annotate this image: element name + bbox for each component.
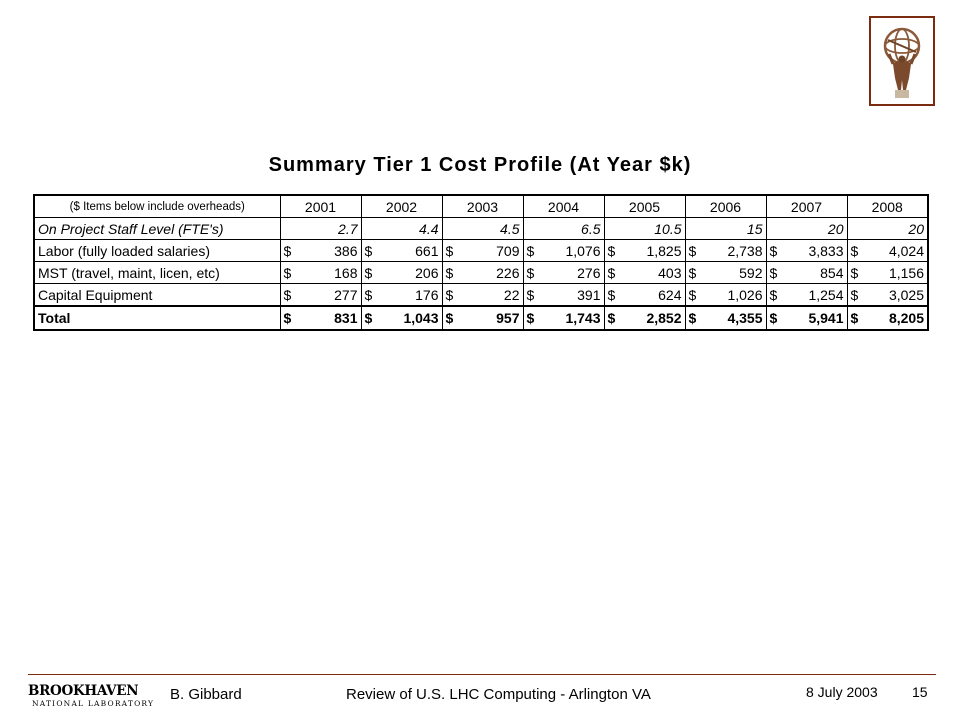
money-wrap	[851, 263, 925, 283]
money-wrap	[608, 285, 682, 305]
amount: 1,076	[565, 242, 601, 259]
brookhaven-logo	[28, 684, 158, 714]
money-cell	[604, 306, 685, 330]
money-cell	[766, 284, 847, 307]
money-cell	[685, 306, 766, 330]
amount: 1,156	[888, 264, 924, 281]
money-wrap	[689, 285, 763, 305]
currency-symbol: $	[850, 242, 859, 259]
year-header-2003: 2003	[442, 195, 523, 218]
money-wrap	[284, 263, 358, 283]
money-cell	[280, 262, 361, 284]
currency-symbol: $	[850, 264, 859, 281]
currency-symbol: $	[607, 242, 616, 259]
money-cell	[361, 284, 442, 307]
money-wrap	[851, 241, 925, 261]
currency-symbol: $	[688, 286, 697, 303]
amount: 709	[496, 242, 520, 259]
amount: 8,205	[888, 310, 924, 326]
money-cell	[280, 284, 361, 307]
amount: 168	[334, 264, 358, 281]
amount: 1,043	[403, 310, 439, 326]
total-label: Total	[34, 306, 280, 330]
money-wrap	[284, 285, 358, 305]
money-wrap	[770, 263, 844, 283]
page-title: Summary Tier 1 Cost Profile (At Year $k)	[268, 154, 692, 176]
amount: 22	[503, 286, 520, 303]
money-cell	[766, 262, 847, 284]
fte-cell: 15	[685, 218, 766, 240]
money-cell	[280, 240, 361, 262]
money-cell	[847, 240, 928, 262]
table-header-row	[34, 195, 928, 218]
year-header-2005: 2005	[604, 195, 685, 218]
amount: 276	[577, 264, 601, 281]
money-cell	[361, 306, 442, 330]
currency-symbol: $	[769, 310, 778, 326]
amount: 391	[577, 286, 601, 303]
money-wrap	[527, 263, 601, 283]
amount: 2,738	[727, 242, 763, 259]
amount: 4,024	[888, 242, 924, 259]
page-number: 15	[912, 684, 928, 700]
currency-symbol: $	[526, 310, 535, 326]
currency-symbol: $	[445, 242, 454, 259]
money-wrap	[770, 308, 844, 328]
amount: 1,825	[646, 242, 682, 259]
money-wrap	[365, 308, 439, 328]
table-row	[34, 218, 928, 240]
amount: 226	[496, 264, 520, 281]
money-cell	[442, 262, 523, 284]
fte-cell: 20	[766, 218, 847, 240]
money-cell	[766, 240, 847, 262]
fte-cell: 4.5	[442, 218, 523, 240]
money-cell	[280, 306, 361, 330]
fte-cell: 2.7	[280, 218, 361, 240]
footer-subject: Review of U.S. LHC Computing - Arlington VA	[346, 686, 651, 703]
currency-symbol: $	[688, 242, 697, 259]
currency-symbol: $	[364, 286, 373, 303]
money-wrap	[284, 241, 358, 261]
amount: 661	[415, 242, 439, 259]
year-header-2002: 2002	[361, 195, 442, 218]
amount: 3,025	[888, 286, 924, 303]
currency-symbol: $	[607, 264, 616, 281]
amount: 624	[658, 286, 682, 303]
currency-symbol: $	[283, 286, 292, 303]
money-wrap	[608, 241, 682, 261]
amount: 403	[658, 264, 682, 281]
currency-symbol: $	[526, 242, 535, 259]
money-wrap	[446, 241, 520, 261]
footer-date: 8 July 2003	[806, 684, 878, 700]
year-header-2007: 2007	[766, 195, 847, 218]
table-row	[34, 262, 928, 284]
org-name-bottom: NATIONAL LABORATORY	[32, 699, 155, 708]
amount: 1,026	[727, 286, 763, 303]
money-wrap	[689, 308, 763, 328]
table-row	[34, 284, 928, 307]
row-label: Labor (fully loaded salaries)	[34, 240, 280, 262]
money-wrap	[446, 263, 520, 283]
money-wrap	[365, 285, 439, 305]
money-wrap	[527, 285, 601, 305]
money-cell	[442, 240, 523, 262]
row-label: On Project Staff Level (FTE's)	[34, 218, 280, 240]
money-cell	[685, 262, 766, 284]
money-wrap	[851, 308, 925, 328]
footer-divider	[28, 674, 936, 675]
currency-symbol: $	[850, 286, 859, 303]
currency-symbol: $	[607, 286, 616, 303]
currency-symbol: $	[283, 242, 292, 259]
money-wrap	[446, 285, 520, 305]
money-cell	[442, 284, 523, 307]
money-wrap	[527, 241, 601, 261]
amount: 957	[496, 310, 520, 326]
currency-symbol: $	[445, 264, 454, 281]
currency-symbol: $	[445, 286, 454, 303]
money-wrap	[608, 263, 682, 283]
currency-symbol: $	[283, 310, 292, 326]
currency-symbol: $	[769, 264, 778, 281]
currency-symbol: $	[688, 310, 697, 326]
money-wrap	[689, 263, 763, 283]
currency-symbol: $	[769, 286, 778, 303]
table-row	[34, 240, 928, 262]
currency-symbol: $	[364, 264, 373, 281]
fte-cell: 10.5	[604, 218, 685, 240]
fte-cell: 20	[847, 218, 928, 240]
currency-symbol: $	[364, 310, 373, 326]
amount: 1,254	[808, 286, 844, 303]
money-cell	[847, 262, 928, 284]
currency-symbol: $	[850, 310, 859, 326]
org-name-top: BROOKHAVEN	[28, 683, 139, 699]
money-cell	[604, 240, 685, 262]
money-wrap	[851, 285, 925, 305]
money-wrap	[365, 263, 439, 283]
currency-symbol: $	[607, 310, 616, 326]
amount: 386	[334, 242, 358, 259]
money-wrap	[770, 241, 844, 261]
currency-symbol: $	[769, 242, 778, 259]
money-cell	[766, 306, 847, 330]
money-wrap	[284, 308, 358, 328]
footer-author: B. Gibbard	[170, 686, 242, 703]
currency-symbol: $	[364, 242, 373, 259]
amount: 3,833	[808, 242, 844, 259]
atlas-statue-icon	[871, 18, 933, 104]
amount: 277	[334, 286, 358, 303]
money-cell	[685, 284, 766, 307]
money-cell	[604, 262, 685, 284]
amount: 206	[415, 264, 439, 281]
amount: 854	[820, 264, 844, 281]
fte-cell: 4.4	[361, 218, 442, 240]
atlas-logo-frame	[869, 16, 935, 106]
year-header-2001: 2001	[280, 195, 361, 218]
amount: 176	[415, 286, 439, 303]
amount: 592	[739, 264, 763, 281]
money-wrap	[689, 241, 763, 261]
header-note: ($ Items below include overheads)	[34, 195, 280, 218]
currency-symbol: $	[526, 264, 535, 281]
money-cell	[523, 262, 604, 284]
year-header-2006: 2006	[685, 195, 766, 218]
money-cell	[523, 284, 604, 307]
money-cell	[442, 306, 523, 330]
amount: 5,941	[808, 310, 844, 326]
money-wrap	[446, 308, 520, 328]
total-row	[34, 306, 928, 330]
money-cell	[523, 306, 604, 330]
money-cell	[847, 306, 928, 330]
year-header-2008: 2008	[847, 195, 928, 218]
amount: 831	[334, 310, 358, 326]
currency-symbol: $	[526, 286, 535, 303]
year-header-2004: 2004	[523, 195, 604, 218]
row-label: Capital Equipment	[34, 284, 280, 307]
amount: 2,852	[646, 310, 682, 326]
currency-symbol: $	[283, 264, 292, 281]
money-wrap	[365, 241, 439, 261]
amount: 1,743	[565, 310, 601, 326]
currency-symbol: $	[688, 264, 697, 281]
money-cell	[361, 262, 442, 284]
cost-profile-table	[33, 194, 929, 331]
money-wrap	[608, 308, 682, 328]
money-wrap	[527, 308, 601, 328]
money-cell	[361, 240, 442, 262]
row-label: MST (travel, maint, licen, etc)	[34, 262, 280, 284]
currency-symbol: $	[445, 310, 454, 326]
fte-cell: 6.5	[523, 218, 604, 240]
money-cell	[604, 284, 685, 307]
money-cell	[685, 240, 766, 262]
amount: 4,355	[727, 310, 763, 326]
money-cell	[523, 240, 604, 262]
money-wrap	[770, 285, 844, 305]
money-cell	[847, 284, 928, 307]
